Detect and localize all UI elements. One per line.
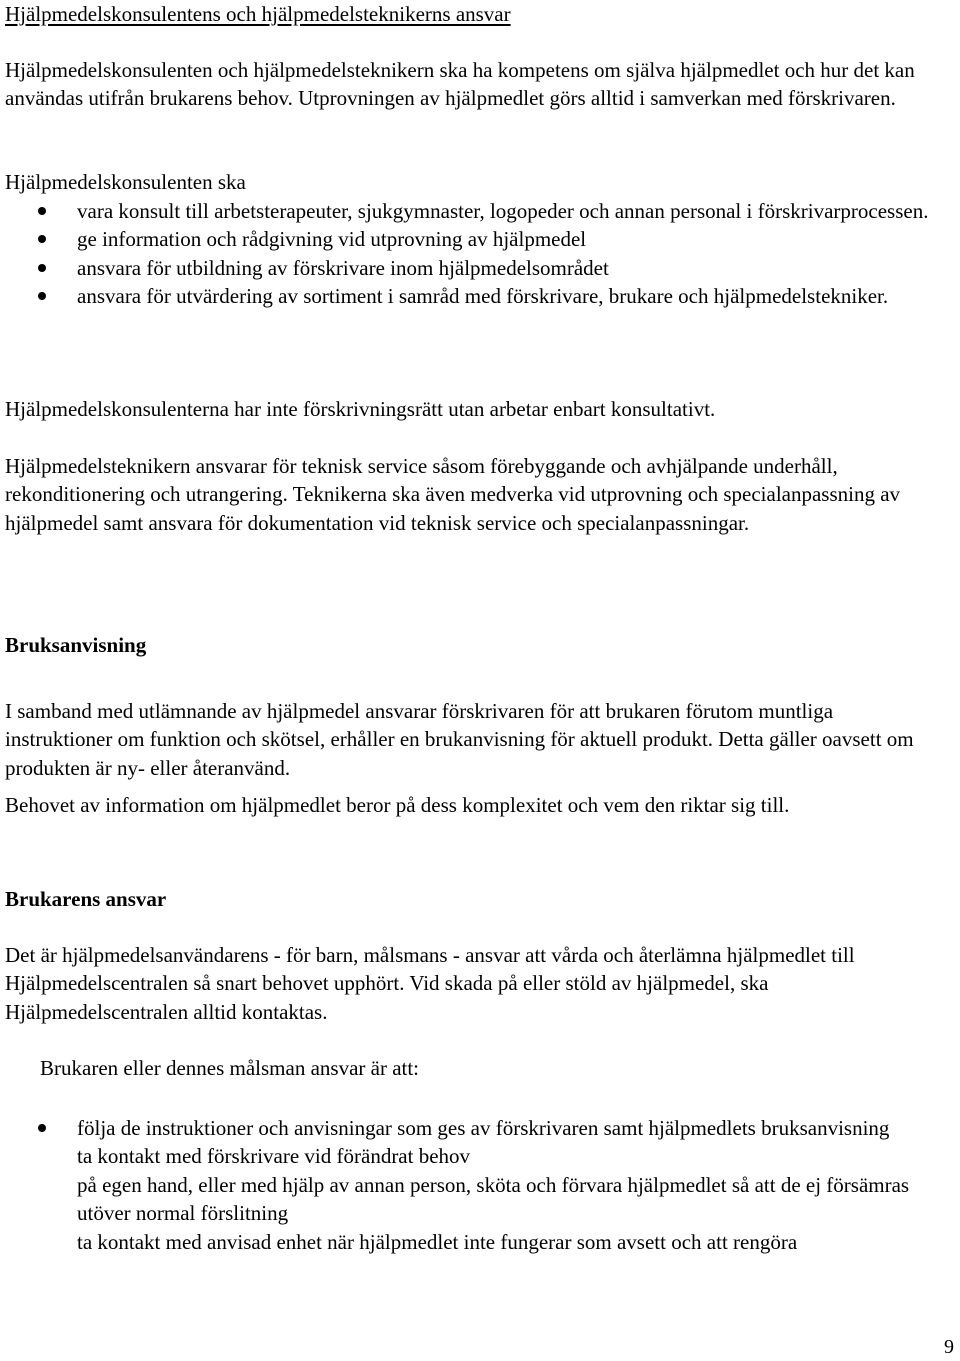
consultant-duties-list <box>0 197 942 311</box>
list-item: ansvara för utbildning av förskrivare inom hjälpmedelsområdet <box>0 254 942 282</box>
technician-paragraph: Hjälpmedelsteknikern ansvarar för teknisk service såsom förebyggande och avhjälpande underhåll, rekonditionering och utrangering. Teknikerna ska även medverka vid utprovning och specialanpassning av hjälpmedel samt ansvara för dokumentation vid teknisk service och specialanpassningar. <box>5 454 901 535</box>
consultant-note: Hjälpmedelskonsulenterna har inte förskrivningsrätt utan arbetar enbart konsultativt. <box>5 397 716 421</box>
brukarens-ansvar-paragraph: Det är hjälpmedelsanvändarens - för barn, målsmans - ansvar att vårda och återlämna hjälpmedlet till Hjälpmedelscentralen så snart behovet upphört. Vid skada på eller stöld av hjälpmedel, ska Hjälpmedelscentralen alltid kontaktas. <box>5 943 855 1024</box>
list-item: ge information och rådgivning vid utprovning av hjälpmedel <box>0 225 942 253</box>
list-item: ta kontakt med förskrivare vid förändrat behov <box>77 1144 471 1169</box>
bruksanvisning-paragraph-2: Behovet av information om hjälpmedlet beror på dess komplexitet och vem den riktar sig till. <box>5 793 790 817</box>
list-item: följa de instruktioner och anvisningar som ges av förskrivaren samt hjälpmedlets bruksanvisning <box>0 1114 942 1142</box>
list-item: på egen hand, eller med hjälp av annan person, sköta och förvara hjälpmedlet så att de ej försämras utöver normal förslitning <box>77 1172 910 1226</box>
user-list-lead: Brukaren eller dennes målsman ansvar är att: <box>40 1056 420 1080</box>
list-item: ansvara för utvärdering av sortiment i samråd med förskrivare, brukare och hjälpmedelstekniker. <box>0 282 942 310</box>
section-heading-consultant-technician: Hjälpmedelskonsulentens och hjälpmedelsteknikerns ansvar <box>5 2 511 26</box>
list-item: ta kontakt med anvisad enhet när hjälpmedlet inte fungerar som avsett och att rengöra <box>77 1229 798 1254</box>
consultant-list-lead: Hjälpmedelskonsulenten ska <box>5 170 246 194</box>
intro-paragraph: Hjälpmedelskonsulenten och hjälpmedelsteknikern ska ha kompetens om själva hjälpmedlet och hur det kan användas utifrån brukarens behov. Utprovningen av hjälpmedlet görs alltid i samverkan med förskrivaren. <box>5 58 915 111</box>
page-number: 9 <box>944 1336 954 1358</box>
section-heading-brukarens-ansvar: Brukarens ansvar <box>5 887 167 911</box>
bruksanvisning-paragraph-1: I samband med utlämnande av hjälpmedel ansvarar förskrivaren för att brukaren förutom muntliga instruktioner om funktion och skötsel, erhåller en brukanvisning för aktuell produkt. Detta gäller oavsett om produkten är ny- eller återanvänd. <box>5 699 914 780</box>
section-heading-bruksanvisning: Bruksanvisning <box>5 633 147 657</box>
user-duties-list <box>0 1114 942 1256</box>
list-item: vara konsult till arbetsterapeuter, sjukgymnaster, logopeder och annan personal i förskrivarprocessen. <box>0 197 942 225</box>
